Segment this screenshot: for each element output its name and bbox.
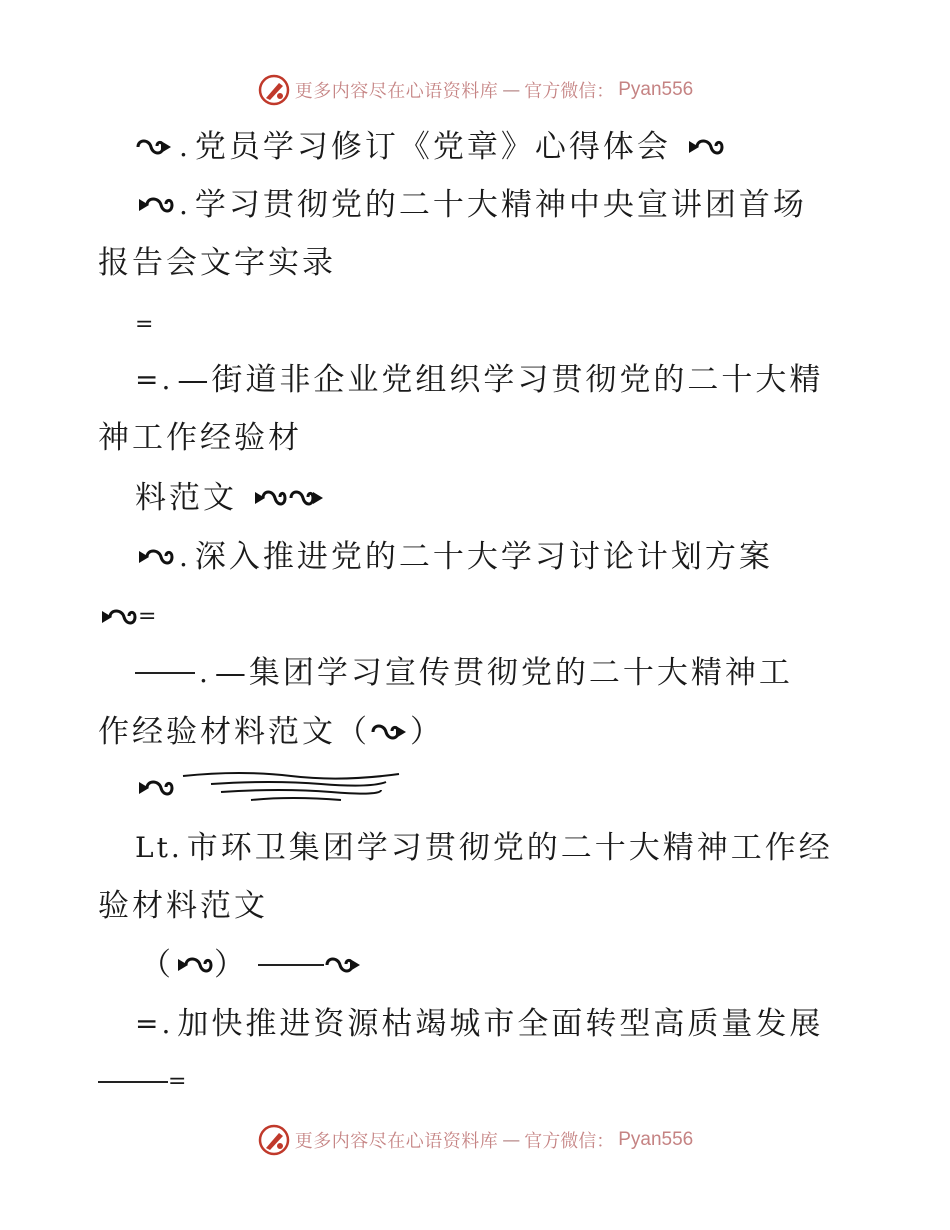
- item-title: 市环卫集团学习贯彻党的二十大精神工作经: [186, 830, 833, 866]
- item-2-cont: [98, 243, 336, 283]
- flourish-pair-icon: [251, 486, 327, 510]
- item-title-close: ）: [410, 714, 444, 750]
- marker: =: [168, 1069, 190, 1094]
- item-title-cont: 验材料范文: [98, 888, 268, 924]
- item-title-cont: 神工作经验材: [98, 420, 302, 456]
- watermark-text: 更多内容尽在心语资料库: [294, 1131, 499, 1152]
- paren-close: ）: [214, 947, 248, 983]
- item-prefix: Lt.: [135, 831, 183, 864]
- wechat-label: 官方微信：: [524, 81, 615, 102]
- item-5: [135, 653, 793, 693]
- flourish-icon: [685, 135, 725, 159]
- flourish-icon: [135, 545, 175, 569]
- item-6-cont: [98, 886, 268, 926]
- item-number: .: [179, 540, 191, 573]
- item-title: —街道非企业党组织学习贯彻党的二十大精: [177, 362, 824, 398]
- wave-lines-icon: [181, 770, 401, 806]
- paren-open: （: [140, 947, 174, 983]
- flourish-icon: [135, 135, 175, 159]
- pen-logo-icon: [257, 73, 291, 107]
- wechat-id: Pyan556: [618, 1129, 694, 1150]
- item-number: .: [179, 130, 191, 163]
- item-title-cont2: 料范文: [135, 480, 237, 516]
- item-title: 党员学习修订《党章》心得体会: [194, 129, 671, 165]
- marker: =: [138, 604, 160, 629]
- item-number: .: [179, 188, 191, 221]
- flourish-icon: [370, 720, 410, 744]
- item-prefix: =.: [135, 1007, 174, 1040]
- footer-watermark: [0, 1120, 950, 1160]
- item-6-paren: [140, 945, 364, 985]
- item-6: [135, 828, 833, 868]
- item-3-cont2: [135, 478, 327, 518]
- flourish-icon: [135, 776, 175, 800]
- marker-2: [98, 597, 159, 637]
- marker-3: [98, 1062, 189, 1102]
- marker: =: [135, 312, 157, 337]
- item-title-cont: 报告会文字实录: [98, 245, 336, 281]
- pen-logo-icon: [257, 1123, 291, 1157]
- watermark-separator: —: [502, 79, 521, 101]
- flourish-icon: [135, 193, 175, 217]
- item-2: [135, 185, 807, 225]
- item-number: .: [199, 656, 211, 689]
- dash-rule: [135, 672, 195, 674]
- item-5-cont: [98, 712, 444, 752]
- dash-rule: [258, 964, 324, 966]
- flourish-icon: [98, 605, 138, 629]
- watermark-separator: —: [502, 1129, 521, 1151]
- item-title-cont: 作经验材料范文（: [98, 714, 370, 750]
- item-prefix: =.: [135, 363, 174, 396]
- item-title: 学习贯彻党的二十大精神中央宣讲团首场: [194, 187, 807, 223]
- item-title: 加快推进资源枯竭城市全面转型高质量发展: [177, 1006, 824, 1042]
- marker-1: [135, 305, 156, 345]
- watermark-text: 更多内容尽在心语资料库: [294, 81, 499, 102]
- item-title: —集团学习宣传贯彻党的二十大精神工: [214, 655, 793, 691]
- flourish-icon: [324, 953, 364, 977]
- wave-divider: [135, 770, 401, 806]
- wechat-label: 官方微信：: [524, 1131, 615, 1152]
- dash-rule: [98, 1081, 168, 1083]
- item-1: [135, 127, 725, 167]
- wechat-id: Pyan556: [618, 79, 694, 100]
- item-title: 深入推进党的二十大学习讨论计划方案: [194, 539, 773, 575]
- flourish-icon: [174, 953, 214, 977]
- header-watermark: [0, 70, 950, 110]
- item-3-cont: [98, 418, 302, 458]
- item-3: [135, 360, 823, 400]
- item-4: [135, 537, 773, 577]
- item-7: [135, 1004, 823, 1044]
